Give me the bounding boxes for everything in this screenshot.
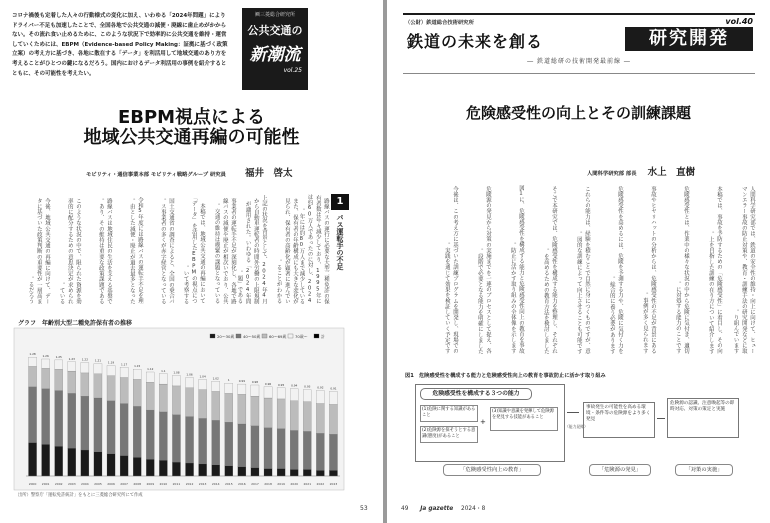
legend-swatch: [314, 334, 319, 338]
bar-segment: [316, 433, 324, 470]
bar-total-label: 1.15: [134, 364, 141, 369]
bar-segment: [238, 424, 246, 467]
bar-segment: [225, 466, 233, 476]
bar-segment: [120, 404, 128, 456]
article-title: [0, 108, 383, 148]
flow-label: （能力発揮）: [565, 424, 588, 429]
bar-segment: [238, 467, 246, 476]
header-vol: vol.40: [725, 17, 753, 26]
bar-segment: [81, 450, 89, 476]
bar-segment: [28, 357, 36, 366]
bar-segment: [159, 460, 167, 476]
left-page-number: 53: [360, 505, 368, 512]
series-vol: vol.25: [283, 67, 302, 74]
legend-label: 計: [321, 334, 325, 339]
plus-sign: +: [480, 418, 486, 426]
bar-total-label: 1.17: [121, 362, 128, 367]
body-column: 危険源の発見から対策の実施までを一連のプロセスとして捉え、各段階で必要となる能力を明確にしました。: [476, 186, 491, 354]
bar-total-label: 0.92: [317, 385, 324, 390]
bar-total-label: 1.1: [161, 368, 166, 373]
body-column: 路線バスの運行に必要な大型二種免許の保有者数は年々減少しており、1995年には約60万人であったのに対し、2024年には約80万人まで減少している。: [298, 194, 329, 304]
bar-segment: [238, 384, 246, 394]
bar-segment: [199, 390, 207, 419]
bar-segment: [133, 379, 141, 406]
x-tick-label: 2017: [251, 482, 259, 486]
body-column: このような状況の中で、限られた資源を効率的に配分するための意思決定が求められている。: [58, 197, 81, 304]
bar-segment: [225, 422, 233, 466]
body-columns: [401, 182, 756, 354]
bar-segment: [120, 367, 128, 377]
byline-affiliation: 人間科学研究部 部長: [587, 171, 637, 177]
chart-source: 出所）警察庁「運転免許統計」をもとに三菱総合研究所にて作成: [18, 493, 143, 498]
body-column: 危険感受性とは、作業中の様々な状況の中から危険に気付き、適切に対処する能力のことです。: [674, 186, 689, 354]
page-footer: [401, 503, 601, 512]
bar-segment: [107, 376, 115, 401]
bar-segment: [251, 396, 259, 426]
bar-segment: [159, 374, 167, 384]
bar-segment: [42, 368, 50, 388]
bar-segment: [185, 463, 193, 476]
action-box: 危険源の認識、注意喚起等の即時対応、対策の策定と実施: [667, 398, 739, 438]
bar-total-label: 1.25: [55, 354, 62, 359]
bar-segment: [68, 371, 76, 393]
bar-segment: [146, 382, 154, 410]
bar-total-label: 1.12: [147, 367, 154, 371]
bar-segment: [185, 417, 193, 463]
x-tick-label: 2007: [120, 482, 128, 486]
x-tick-label: 2021: [303, 482, 312, 486]
body-column: 事故やヒヤリハットの分析からは、危険感受性の不足が背景にある事例が多く見られます。: [641, 186, 656, 354]
bar-segment: [172, 415, 180, 462]
bar-segment: [212, 392, 220, 421]
x-tick-label: 2011: [172, 482, 181, 486]
body-column: 危険感受性を高めるには、危険を予測する力や、危険に気付く力を総合的に養う必要があります。: [608, 186, 623, 354]
legend-label: 60～69歳: [269, 334, 287, 339]
body-column: 人間科学研究部では、鉄道の安全性の維持・向上に向けて、ヒューマンエラー事故の防止対策や、教育・訓練手法の研究開発などに取り組んでいます。: [732, 186, 755, 354]
bar-total-label: 1.23: [68, 356, 75, 361]
chart-title: グラフ 年齢別大型二種免許保有者の推移: [18, 320, 133, 327]
bar-segment: [303, 402, 311, 432]
caption-discover: 「危険源の発見」: [589, 464, 651, 476]
bar-segment: [277, 399, 285, 429]
bar-segment: [42, 389, 50, 445]
bar-segment: [199, 418, 207, 464]
flow-arrow-2: [657, 418, 665, 419]
body-column: 国土交通省の調査によると、全国の乗合バス事業者の多くが赤字経営となっている。: [159, 197, 174, 304]
bar-segment: [212, 381, 220, 391]
section-number: 1: [331, 194, 349, 210]
x-tick-label: 2010: [159, 482, 168, 486]
bar-segment: [94, 364, 102, 374]
bar-segment: [212, 465, 220, 476]
x-tick-label: 2005: [94, 482, 102, 486]
x-tick-label: 2019: [277, 482, 285, 486]
bar-segment: [251, 426, 259, 468]
intro-text: コロナ禍後も定着した人々の行動様式の変化に加え、いわゆる「2024年問題」によりドライバー不足も加速したことで、全国各地で公共交通の減便・廃線に歯止めがかからない。その流れ食い止めるために、このような状況下で効率的に公共交通を維持・運営していくためには、EBPM（Evidence-based Policy Making：証拠に基づく政策立案）の考え方に基づき、各地に散在する「データ」を利活用して地域交通のあり方を考えることがひとつの鍵になるだろう。国内におけるデータ利活用の事例を紹介するとともに、その可能性を考えたい。: [12, 13, 228, 77]
bar-segment: [94, 398, 102, 452]
section-heading-1: [331, 194, 349, 304]
bar-total-label: 1.19: [107, 360, 115, 365]
bar-total-label: 0.98: [251, 380, 259, 384]
legend-swatch: [288, 334, 293, 338]
article-title: 危険感受性の向上とその訓練課題: [465, 104, 691, 122]
bar-segment: [290, 431, 298, 470]
bar-segment: [28, 387, 36, 443]
bar-segment: [290, 470, 298, 477]
x-tick-label: 2016: [238, 482, 246, 486]
panel-title: 危険感受性を構成する３つの能力: [420, 388, 532, 400]
bar-segment: [146, 459, 154, 476]
body-column: 本稿では、事故を予防するための「危険感受性」に着目し、その向上を目指した訓練の在り方について紹介します。: [707, 186, 722, 354]
bar-total-label: 0.99: [238, 379, 245, 384]
bar-segment: [225, 393, 233, 422]
legend-label: 70歳～: [295, 334, 308, 339]
left-page: [0, 0, 383, 523]
bar-segment: [185, 388, 193, 417]
bar-segment: [133, 406, 141, 457]
bar-segment: [316, 391, 324, 404]
bar-segment: [264, 469, 272, 476]
bar-segment: [290, 401, 298, 431]
bar-segment: [329, 405, 337, 435]
header-title-a: 鉄道の未来を創る: [407, 32, 544, 51]
x-tick-label: 2020: [290, 482, 299, 486]
bar-total-label: 1.26: [42, 354, 49, 358]
caption-education: 「危険感受性向上の教育」: [443, 464, 541, 476]
bar-segment: [238, 394, 246, 424]
bar-segment: [55, 391, 63, 447]
bar-segment: [133, 457, 141, 476]
body-columns: [12, 194, 330, 304]
legend-swatch: [210, 334, 215, 338]
legend-swatch: [262, 334, 267, 338]
bar-segment: [28, 366, 36, 386]
body-column: 令和5年度には路線バスの運転手不足を理由とした減便・廃止が過去最多となった。: [128, 197, 143, 304]
bar-segment: [94, 374, 102, 398]
x-tick-label: 2002: [54, 482, 63, 486]
bar-segment: [42, 359, 50, 368]
x-tick-label: 2000: [28, 482, 37, 486]
bar-segment: [28, 443, 36, 476]
figure-title: 図1 危険感受性を構成する能力と危険感受性向上の教育を事故防止に活かす取り組み: [405, 373, 606, 379]
bar-segment: [81, 373, 89, 396]
x-tick-label: 2003: [67, 482, 76, 486]
series-line1: 公共交通の: [247, 24, 303, 37]
title-line-1: EBPM視点による: [117, 107, 266, 128]
bar-segment: [146, 410, 154, 459]
bar-total-label: 1.04: [199, 374, 206, 379]
series-header: [403, 13, 755, 74]
bar-segment: [264, 428, 272, 469]
discover-box: 事故発生の可能性を高める環境・条件等の危険源をより多く発見: [583, 402, 655, 438]
bar-total-label: 1: [227, 378, 230, 383]
x-tick-label: 2009: [146, 482, 155, 486]
body-column: 本稿では、地域公共交通の再編において「データ」を活用したEBPMの視点について考察する。: [182, 195, 205, 304]
bar-total-label: 0.91: [330, 386, 337, 391]
bar-total-label: 1.08: [173, 370, 180, 375]
bar-segment: [225, 383, 233, 393]
series-badge: [242, 8, 308, 90]
bar-segment: [68, 393, 76, 448]
bar-total-label: 0.95: [278, 382, 285, 387]
x-tick-label: 2018: [264, 482, 272, 486]
body-column: 今後は、この考え方に基づいた訓練プログラムを開発し、現場での実践を通じて効果を検証していく予定です。: [443, 186, 458, 354]
body-column: また、保有者の年齢構成にも大きな変化が見られ、保有者の高齢化が顕著に進んでいることがわかる。: [275, 197, 298, 304]
bar-segment: [277, 469, 285, 476]
bar-segment: [159, 412, 167, 460]
ability-item-3: (3)知識や意識を発揮して危険源を発見する技能があること: [490, 407, 558, 431]
body-column: そこで本研究では、危険感受性を構成する能力を整理し、それぞれを高めるための教育方法を検討しました。: [542, 186, 557, 354]
x-tick-label: 2023: [329, 482, 338, 486]
x-tick-label: 2015: [224, 482, 233, 486]
body-column: 図1に、危険感受性を構成する能力と危険感受性向上の教育を事故防止に活かす取り組みの全体像を示します。: [509, 185, 524, 354]
x-tick-label: 2001: [41, 482, 50, 486]
bar-segment: [159, 384, 167, 412]
byline: [86, 161, 376, 180]
bar-segment: [172, 376, 180, 386]
bar-total-label: 0.93: [304, 384, 311, 389]
header-org: （公財）鉄道総合技術研究所: [405, 20, 474, 26]
bar-total-label: 1.22: [81, 357, 88, 362]
bar-segment: [303, 470, 311, 477]
body-column: 上記の状況を背景として、2024年4月から自動車運転者の時間外労働の上限規制が適用された。いわゆる「2024年問題」である。: [236, 194, 267, 304]
figure-1: [405, 372, 755, 482]
header-subtitle: ― 鉄道総研の技術開発最前線 ―: [527, 58, 631, 65]
bar-segment: [199, 379, 207, 389]
x-tick-label: 2022: [316, 482, 325, 486]
bar-segment: [107, 366, 115, 376]
byline-author: 水上 直樹: [647, 167, 696, 178]
x-tick-label: 2008: [133, 482, 142, 486]
legend-label: 20～30歳: [217, 334, 235, 339]
bar-segment: [81, 396, 89, 450]
byline-affiliation: モビリティ・通信事業本部 モビリティ戦略グループ 研究員: [86, 172, 226, 178]
legend-label: 40～50歳: [243, 334, 261, 339]
bar-segment: [107, 401, 115, 454]
bar-total-label: 0.94: [291, 383, 298, 388]
series-org: ㈱三菱総合研究所: [254, 12, 295, 18]
caption-action: 「対策の実施」: [675, 464, 733, 476]
byline: [587, 160, 767, 179]
bar-segment: [107, 454, 115, 476]
bar-total-label: 1.06: [186, 372, 193, 377]
body-column: 路線バスは地域住民の生活を支える基盤であり、その維持は重要な政策課題である。: [97, 197, 112, 304]
bar-segment: [251, 385, 259, 396]
bar-segment: [329, 392, 337, 405]
bar-segment: [277, 388, 285, 399]
bar-segment: [277, 429, 285, 469]
bar-segment: [68, 362, 76, 371]
ability-panel: [415, 384, 565, 462]
byline-author: 福井 啓太: [245, 168, 293, 179]
bar-segment: [251, 468, 259, 476]
footer-page-number: 49: [401, 506, 409, 512]
x-tick-label: 2012: [185, 482, 194, 486]
bar-total-label: 1.21: [94, 358, 102, 363]
bar-segment: [329, 434, 337, 470]
bar-segment: [146, 372, 154, 382]
bar-segment: [55, 446, 63, 476]
footer-issue: 2024・8: [461, 506, 486, 512]
bar-segment: [81, 363, 89, 373]
bar-segment: [316, 470, 324, 476]
ability-item-2: (2)危険源を探そうとする意識(態度)があること: [420, 426, 478, 443]
legend-swatch: [236, 334, 241, 338]
x-tick-label: 2013: [198, 482, 207, 486]
bar-segment: [212, 420, 220, 465]
header-title-b: 研究開発: [625, 27, 753, 51]
bar-total-label: 0.96: [264, 381, 272, 386]
body-column: 今後、地域公共交通の再編に向けて、データに基づいた政策判断の重要性が一層高まるだろう。: [27, 197, 50, 304]
bar-segment: [120, 456, 128, 476]
ability-item-1: (1)危険に関する知識があること: [420, 405, 478, 422]
flow-arrow: [567, 412, 579, 413]
bar-segment: [68, 448, 76, 476]
footer-magazine: Ja gazette: [420, 506, 454, 512]
license-holders-chart: [14, 328, 344, 490]
bar-total-label: 1.02: [212, 376, 219, 381]
bar-segment: [172, 462, 180, 476]
bar-segment: [120, 378, 128, 404]
body-column: これらの能力は、経験を積むことで自然に身につくものですが、意図的な訓練によって向上させることも可能です。: [575, 186, 590, 354]
bar-segment: [264, 398, 272, 428]
bar-segment: [55, 369, 63, 390]
bar-segment: [133, 369, 141, 379]
x-tick-label: 2004: [81, 482, 89, 486]
bar-segment: [172, 386, 180, 415]
bar-segment: [316, 404, 324, 434]
bar-segment: [290, 389, 298, 401]
bar-total-label: 1.28: [29, 352, 36, 357]
bar-segment: [199, 464, 207, 476]
bar-segment: [264, 387, 272, 398]
x-tick-label: 2014: [211, 482, 220, 486]
bar-segment: [94, 452, 102, 476]
bar-segment: [303, 390, 311, 402]
bar-segment: [303, 431, 311, 469]
title-line-2: 地域公共交通再編の可能性: [83, 127, 300, 148]
right-page: [387, 0, 770, 523]
bar-segment: [42, 444, 50, 476]
x-tick-label: 2006: [107, 482, 115, 486]
section-title: バス運転手の不足: [336, 214, 344, 270]
bar-segment: [55, 360, 63, 369]
bar-segment: [329, 470, 337, 476]
series-line2: 新潮流: [249, 45, 301, 65]
body-column: 事業者の運転手不足が深刻化し、各地で路線バスの減便や廃止が相次いでおり、公共交通の維持は喫緊の課題となっている。: [213, 197, 236, 304]
bar-segment: [185, 378, 193, 388]
